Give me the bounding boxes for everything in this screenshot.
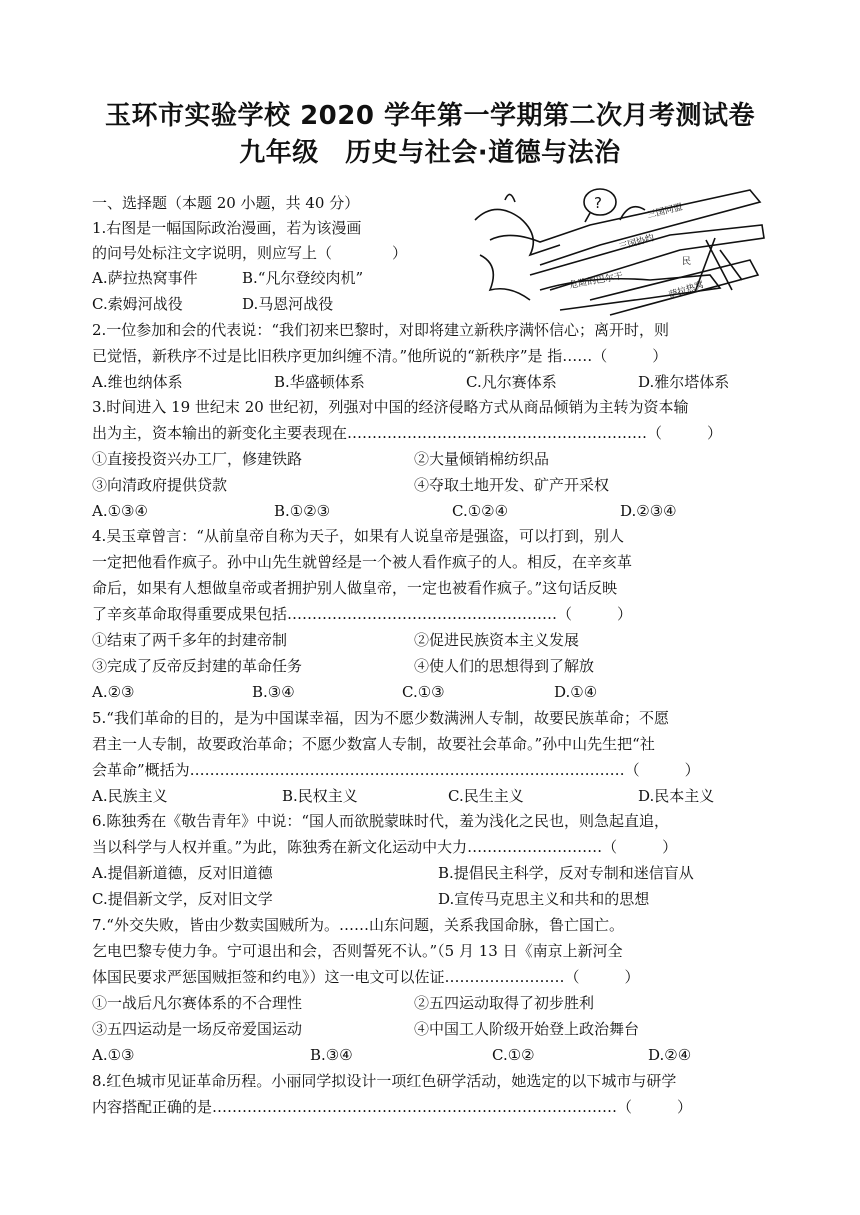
- q7-line-3: 体国民要求严惩国贼拒签和约电》）这一电文可以佐证……………………（ ）: [92, 968, 640, 986]
- cartoon-label-balkans: 危险的巴尔干: [568, 271, 624, 291]
- q1-option-b[interactable]: B.“凡尔登绞肉机”: [242, 269, 364, 287]
- cartoon-label-alliance: 三国同盟: [646, 202, 684, 221]
- q6-option-c[interactable]: C.提倡新文学，反对旧文学: [92, 890, 273, 908]
- q4-item-1: ①结束了两千多年的封建帝制: [92, 631, 288, 649]
- exam-title: 玉环市实验学校 2020 学年第一学期第二次月考测试卷: [105, 101, 755, 131]
- q6-options-row1: [92, 863, 768, 883]
- q4-items-row2: [92, 656, 768, 676]
- cartoon-label-entente: 三国协约: [618, 233, 656, 253]
- q3-option-d[interactable]: D.②③④: [620, 502, 677, 520]
- q2-options: [92, 372, 768, 392]
- q3-option-c[interactable]: C.①②④: [452, 502, 509, 520]
- q6-options-row2: [92, 889, 768, 909]
- q7-items-row2: [92, 1019, 768, 1039]
- q7-items-row1: [92, 993, 768, 1013]
- q4-options: [92, 682, 768, 702]
- section-heading: 一、选择题（本题 20 小题，共 40 分）: [92, 194, 360, 212]
- q4-option-d[interactable]: D.①④: [554, 683, 598, 701]
- q1-option-c[interactable]: C.索姆河战役: [92, 295, 183, 313]
- q2-line-1: 2.一位参加和会的代表说：“我们初来巴黎时，对即将建立新秩序满怀信心；离开时，则: [92, 321, 669, 339]
- q3-item-3: ③向清政府提供贷款: [92, 476, 228, 494]
- q7-options: [92, 1045, 768, 1065]
- q7-option-a[interactable]: A.①③: [92, 1046, 135, 1064]
- q6-line-2: 当以科学与人权并重。”为此，陈独秀在新文化运动中大力………………………（ ）: [92, 838, 678, 856]
- cartoon-banner-text: 民: [682, 257, 692, 267]
- q3-option-b[interactable]: B.①②③: [274, 502, 331, 520]
- q1-line-1: 1.右图是一幅国际政治漫画，若为该漫画: [92, 219, 362, 237]
- q8-line-2: 内容搭配正确的是………………………………………………………………………（ ）: [92, 1098, 693, 1116]
- q4-line-1: 4.吴玉章曾言：“从前皇帝自称为天子，如果有人说皇帝是强盗，可以打到，别人: [92, 527, 624, 545]
- q4-option-b[interactable]: B.③④: [252, 683, 295, 701]
- q1-option-a[interactable]: A.萨拉热窝事件: [92, 269, 198, 287]
- q4-items-row1: [92, 630, 768, 650]
- q2-option-c[interactable]: C.凡尔赛体系: [466, 373, 557, 391]
- q1-line-2: 的问号处标注文字说明，则应写上（ ）: [92, 244, 408, 262]
- q6-option-b[interactable]: B.提倡民主科学，反对专制和迷信盲从: [438, 864, 694, 882]
- q1-options-row1: [92, 268, 412, 288]
- q2-line-2: 已觉悟，新秩序不过是比旧秩序更加纠缠不清。”他所说的“新秩序”是 指……（ ）: [92, 347, 668, 365]
- q6-option-a[interactable]: A.提倡新道德，反对旧道德: [92, 864, 273, 882]
- q4-line-4: 了辛亥革命取得重要成果包括………………………………………………（ ）: [92, 605, 633, 623]
- political-cartoon-image: [470, 180, 770, 320]
- q4-option-a[interactable]: A.②③: [92, 683, 135, 701]
- q4-option-c[interactable]: C.①③: [402, 683, 445, 701]
- q5-line-1: 5.“我们革命的目的，是为中国谋幸福，因为不愿少数满洲人专制，故要民族革命；不愿: [92, 709, 669, 727]
- q7-line-1: 7.“外交失败，皆由少数卖国贼所为。……山东问题，关系我国命脉，鲁亡国亡。: [92, 916, 624, 934]
- q5-option-b[interactable]: B.民权主义: [282, 787, 358, 805]
- cartoon-question-mark: ?: [594, 194, 602, 212]
- q3-line-2: 出为主，资本输出的新变化主要表现在……………………………………………………（ ）: [92, 424, 723, 442]
- q7-option-b[interactable]: B.③④: [310, 1046, 353, 1064]
- q3-item-2: ②大量倾销棉纺织品: [414, 450, 550, 468]
- q8-line-1: 8.红色城市见证革命历程。小丽同学拟设计一项红色研学活动，她选定的以下城市与研学: [92, 1072, 677, 1090]
- q3-line-1: 3.时间进入 19 世纪末 20 世纪初，列强对中国的经济侵略方式从商品倾销为主转为资本输: [92, 398, 689, 416]
- q1-options-row2: [92, 294, 412, 314]
- q5-line-3: 会革命”概括为……………………………………………………………………………（ ）: [92, 761, 700, 779]
- q5-option-a[interactable]: A.民族主义: [92, 787, 168, 805]
- q2-option-b[interactable]: B.华盛顿体系: [274, 373, 365, 391]
- q4-line-3: 命后，如果有人想做皇帝或者拥护别人做皇帝，一定也被看作疯子。”这句话反映: [92, 579, 618, 597]
- q3-options: [92, 501, 768, 521]
- q3-items-row2: [92, 475, 768, 495]
- q5-options: [92, 786, 768, 806]
- q3-option-a[interactable]: A.①③④: [92, 502, 148, 520]
- q6-option-d[interactable]: D.宣传马克思主义和共和的思想: [438, 890, 650, 908]
- q3-item-1: ①直接投资兴办工厂，修建铁路: [92, 450, 303, 468]
- q6-line-1: 6.陈独秀在《敬告青年》中说：“国人而欲脱蒙昧时代，羞为浅化之民也，则急起直追，: [92, 812, 669, 830]
- q3-item-4: ④夺取土地开发、矿产开采权: [414, 476, 610, 494]
- q7-item-2: ②五四运动取得了初步胜利: [414, 994, 595, 1012]
- q2-option-a[interactable]: A.维也纳体系: [92, 373, 183, 391]
- q4-item-4: ④使人们的思想得到了解放: [414, 657, 595, 675]
- q7-option-d[interactable]: D.②④: [648, 1046, 692, 1064]
- cartoon-label-sarajevo: 萨拉热窝: [667, 280, 706, 301]
- q1-option-d[interactable]: D.马恩河战役: [242, 295, 334, 313]
- q4-item-3: ③完成了反帝反封建的革命任务: [92, 657, 303, 675]
- q3-items-row1: [92, 449, 768, 469]
- q5-option-c[interactable]: C.民生主义: [448, 787, 524, 805]
- q5-option-d[interactable]: D.民本主义: [638, 787, 715, 805]
- q4-item-2: ②促进民族资本主义发展: [414, 631, 580, 649]
- q4-line-2: 一定把他看作疯子。孙中山先生就曾经是一个被人看作疯子的人。相反，在辛亥革: [92, 553, 633, 571]
- q7-item-3: ③五四运动是一场反帝爱国运动: [92, 1020, 303, 1038]
- q7-line-2: 乞电巴黎专使力争。宁可退出和会，否则誓死不认。”（5 月 13 日《南京上新河全: [92, 942, 623, 960]
- q5-line-2: 君主一人专制，故要政治革命；不愿少数富人专制，故要社会革命。”孙中山先生把“社: [92, 735, 655, 753]
- q7-item-4: ④中国工人阶级开始登上政治舞台: [414, 1020, 640, 1038]
- q7-item-1: ①一战后凡尔赛体系的不合理性: [92, 994, 303, 1012]
- q7-option-c[interactable]: C.①②: [492, 1046, 535, 1064]
- q2-option-d[interactable]: D.雅尔塔体系: [638, 373, 730, 391]
- exam-subtitle: 九年级 历史与社会·道德与法治: [239, 138, 621, 168]
